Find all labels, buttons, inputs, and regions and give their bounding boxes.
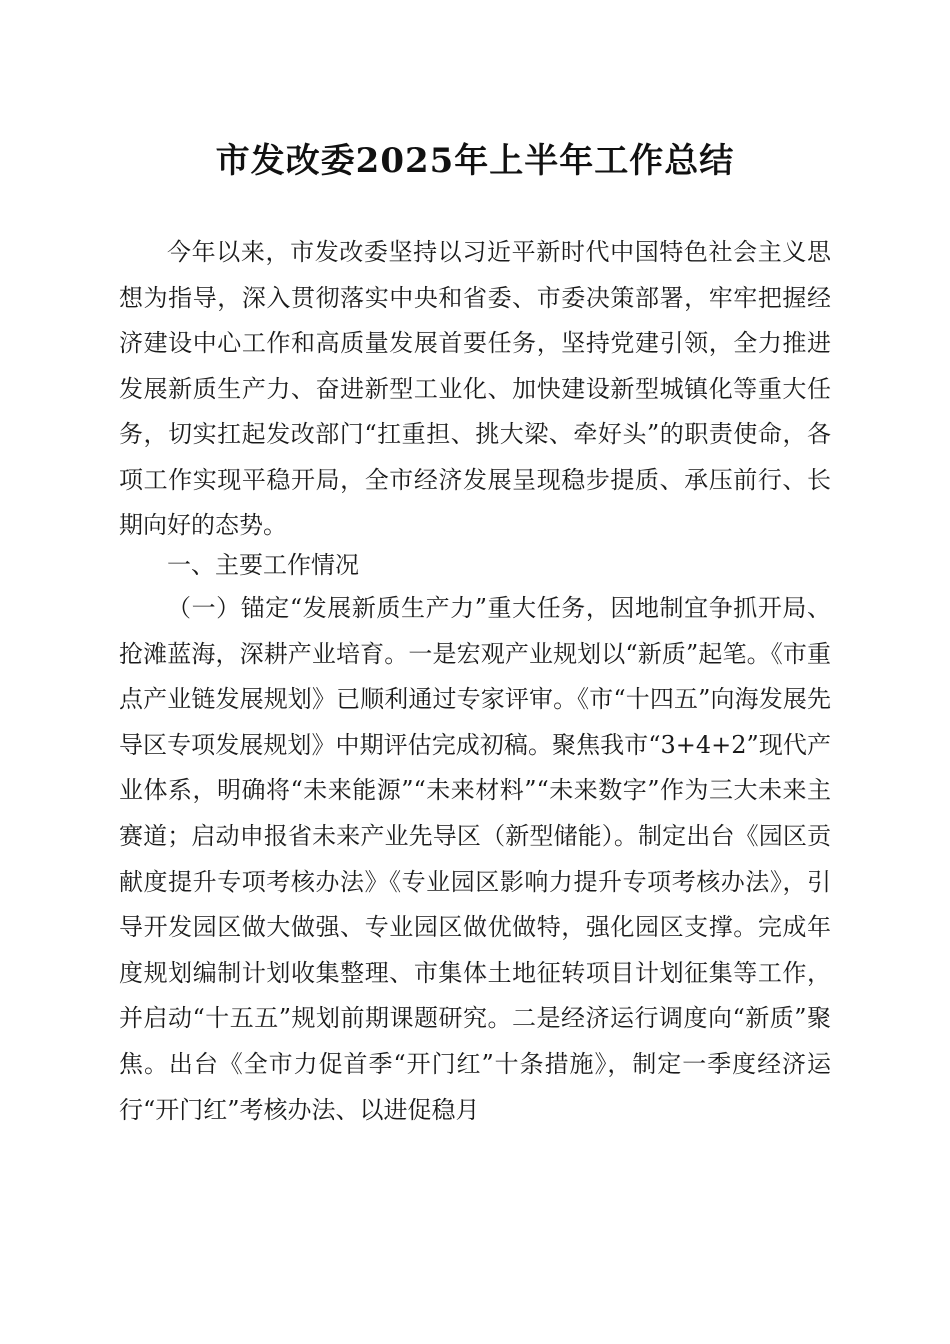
section-paragraph: （一）锚定“发展新质生产力”重大任务，因地制宜争抓开局、抢滩蓝海，深耕产业培育。一是宏观产业规划以“新质”起笔。《市重点产业链发展规划》已顺利通过专家评审。《市“十四五”向海发展先导区专项发展规划》中期评估完成初稿。聚焦我市“3+4+2”现代产业体系，明确将“未来能源”“未来材料”“未来数字”作为三大未来主赛道；启动申报省未来产业先导区（新型储能）。制定出台《园区贡献度提升专项考核办法》《专业园区影响力提升专项考核办法》，引导开发园区做大做强、专业园区做优做特，强化园区支撑。完成年度规划编制计划收集整理、市集体土地征转项目计划征集等工作，并启动“十五五”规划前期课题研究。二是经济运行调度向“新质”聚焦。出台《全市力促首季“开门红”十条措施》，制定一季度经济运行“开门红”考核办法、以进促稳月 — [119, 594, 831, 1124]
document-title: 市发改委2025年上半年工作总结 — [215, 141, 735, 181]
section-heading: 一、主要工作情况 — [167, 551, 359, 579]
intro-paragraph: 今年以来，市发改委坚持以习近平新时代中国特色社会主义思想为指导，深入贯彻落实中央和省委、市委决策部署，牢牢把握经济建设中心工作和高质量发展首要任务，坚持党建引领，全力推进发展新质生产力、奋进新型工业化、加快建设新型城镇化等重大任务，切实扛起发改部门“扛重担、挑大梁、牵好头”的职责使命，各项工作实现平稳开局，全市经济发展呈现稳步提质、承压前行、长期向好的态势。 — [119, 238, 831, 539]
